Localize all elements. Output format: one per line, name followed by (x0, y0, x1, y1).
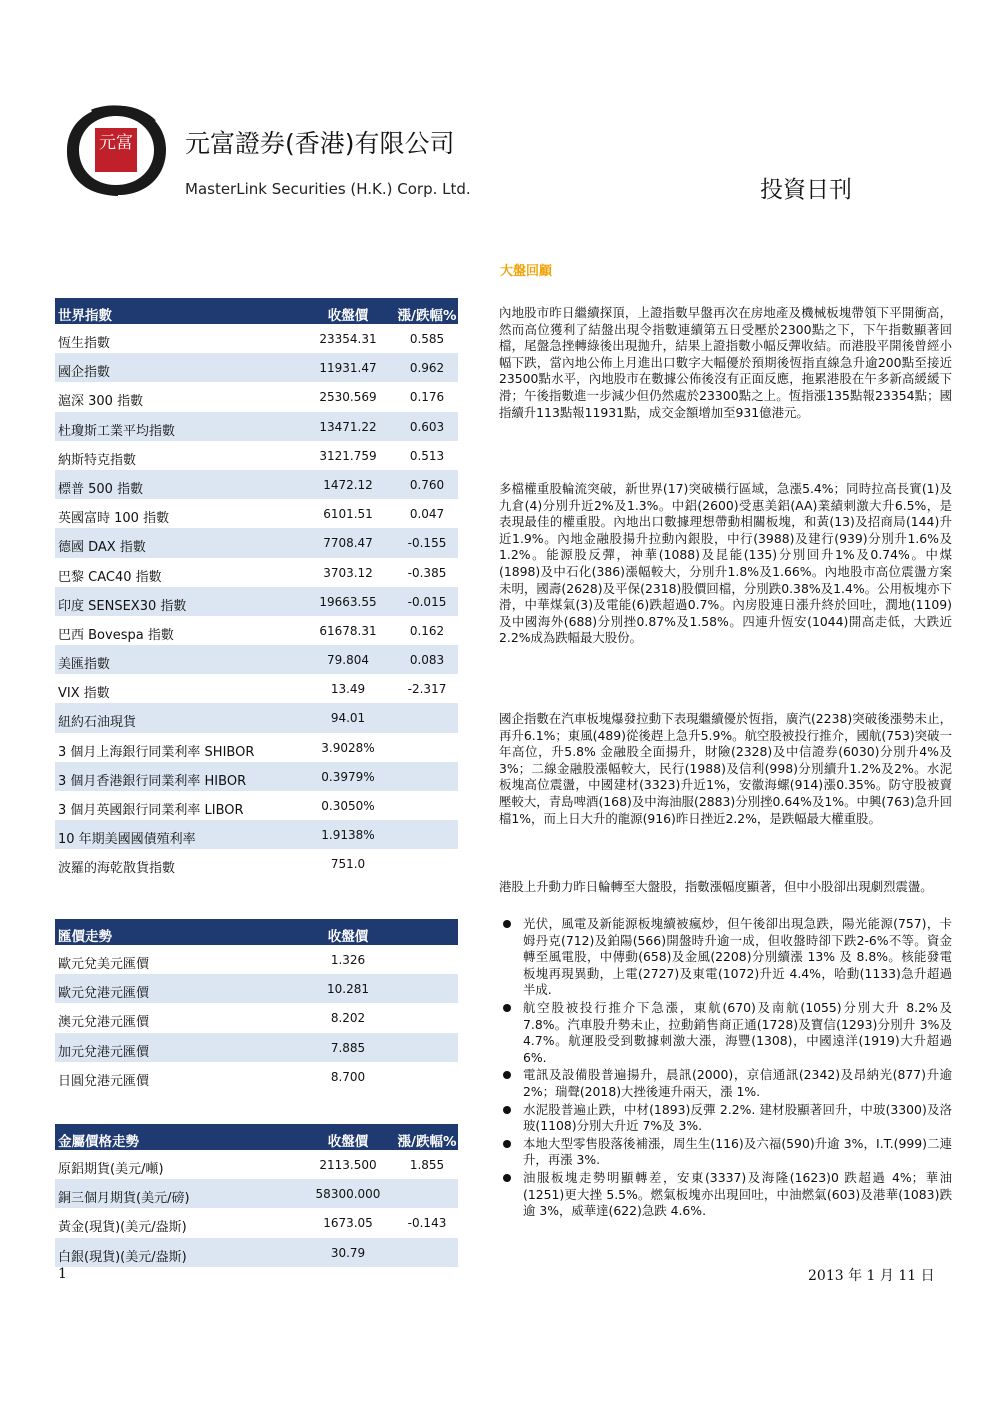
row-close: 79.804 (327, 653, 369, 668)
page-number: 1 (58, 1266, 67, 1282)
row-close: 751.0 (330, 857, 366, 872)
table-header (55, 919, 458, 945)
row-change: -0.155 (407, 536, 447, 551)
row-name: 10 年期美國國債殖利率 (58, 832, 196, 848)
row-close: 8.202 (330, 1011, 366, 1026)
header-name: 世界指數 (58, 308, 112, 324)
header-close: 收盤價 (327, 929, 369, 945)
row-close: 7.885 (330, 1040, 366, 1055)
table-row (55, 528, 458, 557)
table-header (55, 1124, 458, 1150)
row-close: 94.01 (330, 711, 366, 726)
row-name: 英國富時 100 指數 (58, 511, 170, 527)
row-close: 2530.569 (319, 390, 377, 405)
row-name: 德國 DAX 指數 (58, 540, 146, 556)
table-row (55, 587, 458, 616)
bullet-text: 航空股被投行推介下急漲，東航(670)及南航(1055)分別大升 8.2%及 7.8%。汽車股升勢未止，拉動銷售商正通(1728)及寶信(1293)分別升 3%及 4.7%。航運股受到數據刺激大漲，海豐(1308)，中國遠洋(1919)大升超過 6%. (523, 999, 952, 1065)
row-change: 0.083 (409, 653, 445, 668)
table-row (55, 703, 458, 732)
row-close: 23354.31 (319, 332, 377, 346)
review-paragraph-3: 國企指數在汽車板塊爆發拉動下表現繼續優於恆指，廣汽(2238)突破後漲勢未止，再升6.1%；東風(489)從後趕上急升5.9%。航空股被投行推介，國航(753)突破一年高位，升5.8% 金融股全面揚升，財險(2328)及中信證券(6030)分別升4%及3%；二線金融股漲幅較大，民行(1988)及信利(998)分別續升1.2%及2%。水泥板塊高位震盪，中國建材(3323)升近1%，安徽海螺(914)漲0.35%。防守股被賣壓較大，青島啤酒(168)及中海油服(2883)分別挫0.64%及1%。中興(763)急升回檔1%，而上日大升的龍源(916)昨日挫近2.2%，是跌幅最大權重股。 (499, 711, 952, 826)
row-name: 波羅的海乾散貨指數 (58, 861, 176, 877)
row-name: 印度 SENSEX30 指數 (58, 598, 187, 614)
table-row (55, 674, 458, 703)
row-change: 0.047 (409, 507, 445, 522)
row-close: 3703.12 (323, 565, 373, 580)
row-change: 0.162 (409, 623, 445, 638)
table-row (55, 645, 458, 674)
table-row (55, 558, 458, 587)
row-name: 3 個月香港銀行同業利率 HIBOR (58, 773, 247, 789)
table-row (55, 1179, 458, 1208)
row-change: 0.760 (409, 477, 445, 492)
row-close: 3.9028% (321, 740, 375, 755)
row-close: 19663.55 (319, 594, 377, 609)
header-change: 漲/跌幅% (397, 1134, 457, 1150)
table-row (55, 470, 458, 499)
list-item (499, 1000, 952, 1066)
table-row (55, 441, 458, 470)
table-row (55, 1238, 458, 1267)
row-close: 10.281 (327, 982, 369, 997)
row-close: 30.79 (330, 1245, 366, 1260)
row-close: 3121.759 (319, 448, 377, 463)
document-title: 投資日刊 (760, 177, 852, 203)
bullet-text: 油服板塊走勢明顯轉差，安東(3337)及海隆(1623)0 跌超過 4%；華油(1251)更大挫 5.5%。燃氣板塊亦出現回吐，中油燃氣(603)及港華(1083)跌逾 3%，威華達(622)急跌 4.6%. (523, 1169, 952, 1219)
table-row (55, 849, 458, 878)
row-change: -0.385 (407, 565, 447, 580)
row-name: 3 個月上海銀行同業利率 SHIBOR (58, 744, 255, 760)
row-close: 58300.000 (315, 1187, 381, 1202)
header-name: 匯價走勢 (58, 929, 112, 945)
row-name: 原鋁期貨(美元/噸) (58, 1162, 164, 1177)
row-name: 滬深 300 指數 (58, 394, 144, 410)
row-name: 3 個月英國銀行同業利率 LIBOR (58, 803, 244, 818)
list-item (499, 1136, 952, 1169)
review-paragraph-2: 多檔權重股輪流突破，新世界(17)突破橫行區域，急漲5.4%；同時拉高長實(1)及九倉(4)分別升近2%及1.3%。中鋁(2600)受惠美鋁(AA)業績刺激大升6.5%，是表現最佳的權重股。內地出口數據理想帶動相關板塊，和黃(13)及招商局(144)升近1.9%。內地金融股揚升拉動內銀股，中行(3988)及建行(939)分別升1.6%及1.2%。能源股反彈，神華(1088)及昆能(135)分別回升1%及0.74%。中煤(1898)及中石化(386)漲幅較大，分別升1.8%及1.66%。內地股市高位震盪方案未明，國壽(2628)及平保(2318)股價回檔，分別跌0.38%及1.4%。公用板塊亦下滑，中華煤氣(3)及電能(6)跌超過0.7%。內房股連日漲升終於回吐，潤地(1109)及中國海外(688)分別挫0.87%及1.58%。四連升恆安(1044)開高走低，大跌近2.2%成為跌幅最大股份。 (499, 481, 952, 646)
row-name: 加元兌港元匯價 (58, 1044, 150, 1060)
table-row (55, 1208, 458, 1237)
table-row (55, 382, 458, 411)
bullet-icon (503, 1140, 511, 1148)
row-name: 納斯特克指數 (58, 452, 137, 468)
company-logo (62, 102, 170, 198)
row-name: 澳元兌港元匯價 (58, 1015, 150, 1031)
company-name-cn: 元富證券(香港)有限公司 (185, 129, 455, 158)
bullet-text: 光伏，風電及新能源板塊續被瘋炒，但午後卻出現急跌，陽光能源(757)，卡姆丹克(712)及鉑陽(566)開盤時升逾一成，但收盤時卻下跌2-6%不等。資金轉至風電股，中傳動(658)及金風(2208)分別續漲 13% 及 8.8%。核能發電板塊再現異動，上電(2727)及東電(1072)升近 4.4%，哈動(1133)急升超過半成. (523, 916, 952, 998)
list-item (499, 1102, 952, 1135)
row-close: 0.3979% (321, 769, 375, 784)
row-name: 銅三個月期貨(美元/磅) (58, 1191, 190, 1207)
table-row (55, 974, 458, 1003)
row-name: 紐約石油現貨 (58, 715, 137, 731)
bullet-icon (503, 1004, 511, 1012)
row-name: 白銀(現貨)(美元/盎斯) (58, 1249, 187, 1265)
bullet-icon (503, 1106, 511, 1114)
row-name: 美匯指數 (58, 657, 111, 673)
row-change: 0.962 (409, 361, 445, 376)
list-item (499, 1170, 952, 1220)
table-header (55, 298, 458, 324)
row-name: 日圓兌港元匯價 (58, 1073, 150, 1089)
table-row (55, 1033, 458, 1062)
row-close: 11931.47 (319, 361, 377, 376)
table-row (55, 616, 458, 645)
row-name: 杜瓊斯工業平均指數 (58, 423, 176, 439)
row-close: 0.3050% (321, 799, 375, 813)
row-change: -0.143 (407, 1216, 447, 1231)
row-close: 13.49 (330, 682, 366, 697)
row-close: 2113.500 (319, 1158, 377, 1172)
metals-table (55, 1124, 458, 1267)
table-row (55, 733, 458, 762)
review-bullet-list (499, 916, 952, 1221)
row-change: -0.015 (407, 594, 447, 609)
header-name: 金屬價格走勢 (58, 1134, 139, 1150)
table-row (55, 499, 458, 528)
bullet-icon (503, 1071, 511, 1079)
world-indices-table (55, 298, 458, 879)
row-change: 1.855 (409, 1158, 445, 1172)
table-row (55, 762, 458, 791)
row-name: VIX 指數 (58, 686, 110, 702)
row-name: 標普 500 指數 (58, 481, 144, 497)
table-row (55, 1150, 458, 1179)
row-close: 1472.12 (323, 477, 373, 492)
row-name: 歐元兌美元匯價 (58, 957, 150, 972)
row-change: 0.176 (409, 390, 445, 405)
row-change: -2.317 (407, 682, 447, 697)
table-row (55, 945, 458, 974)
table-row (55, 1003, 458, 1032)
row-change: 0.585 (409, 332, 445, 346)
row-close: 13471.22 (319, 419, 377, 434)
header-change: 漲/跌幅% (397, 308, 457, 324)
company-name-en: MasterLink Securities (H.K.) Corp. Ltd. (185, 180, 471, 198)
review-paragraph-4: 港股上升動力昨日輪轉至大盤股，指數漲幅度顯著，但中小股卻出現劇烈震盪。 (499, 879, 933, 894)
table-row (55, 412, 458, 441)
row-name: 歐元兌港元匯價 (58, 986, 150, 1002)
table-row (55, 791, 458, 820)
row-close: 6101.51 (323, 507, 373, 522)
header-close: 收盤價 (327, 1134, 369, 1150)
bullet-text: 本地大型零售股落後補漲，周生生(116)及六福(590)升逾 3%，I.T.(999)二連升，再漲 3%. (523, 1135, 952, 1168)
row-name: 巴黎 CAC40 指數 (58, 569, 162, 585)
table-row (55, 353, 458, 382)
row-change: 0.603 (409, 419, 445, 434)
logo-text: 元富 (99, 133, 133, 153)
bullet-icon (503, 1174, 511, 1182)
header-close: 收盤價 (327, 308, 369, 324)
report-date: 2013 年 1 月 11 日 (808, 1268, 935, 1284)
bullet-text: 水泥股普遍止跌，中材(1893)反彈 2.2%. 建材股顯著回升，中玻(3300)及洛玻(1108)分別大升近 7%及 3%. (523, 1101, 952, 1134)
row-name: 巴西 Bovespa 指數 (58, 627, 174, 643)
row-name: 國企指數 (58, 365, 111, 381)
row-name: 黃金(現貨)(美元/盎斯) (58, 1220, 187, 1236)
list-item (499, 1067, 952, 1100)
bullet-icon (503, 920, 511, 928)
table-row (55, 820, 458, 849)
market-review-heading: 大盤回顧 (500, 264, 553, 279)
row-change: 0.513 (409, 448, 445, 463)
bullet-text: 電訊及設備股普遍揚升，晨訊(2000)，京信通訊(2342)及昂納光(877)升逾 2%；瑞聲(2018)大挫後連升兩天，漲 1%. (523, 1067, 952, 1099)
review-paragraph-1: 內地股市昨日繼續探頂，上證指數早盤再次在房地產及機械板塊帶領下平開衝高，然而高位獲利了結盤出現令指數連續第五日受壓於2300點之下，下午指數顯著回檔，尾盤急挫轉綠後出現拋升，結果上證指數小幅反彈收結。而港股平開後曾經小幅下跌，當內地公佈上月進出口數字大幅優於預期後恆指直線急升逾200點至接近23500點水平，內地股市在數據公佈後沒有正面反應，拖累港股在午多新高緩緩下滑；午後指數進一步減少但仍然處於23300點之上。恆指漲135點報23354點；國指續升113點報11931點，成交金額增加至931億港元。 (499, 305, 952, 420)
fx-table (55, 919, 458, 1091)
table-row (55, 1062, 458, 1091)
row-close: 7708.47 (323, 536, 373, 551)
row-close: 1673.05 (323, 1216, 373, 1231)
row-name: 恆生指數 (58, 336, 111, 351)
row-close: 61678.31 (319, 623, 377, 638)
table-row (55, 324, 458, 353)
row-close: 1.326 (330, 953, 366, 967)
row-close: 1.9138% (321, 828, 375, 843)
list-item (499, 916, 952, 999)
row-close: 8.700 (330, 1069, 366, 1084)
